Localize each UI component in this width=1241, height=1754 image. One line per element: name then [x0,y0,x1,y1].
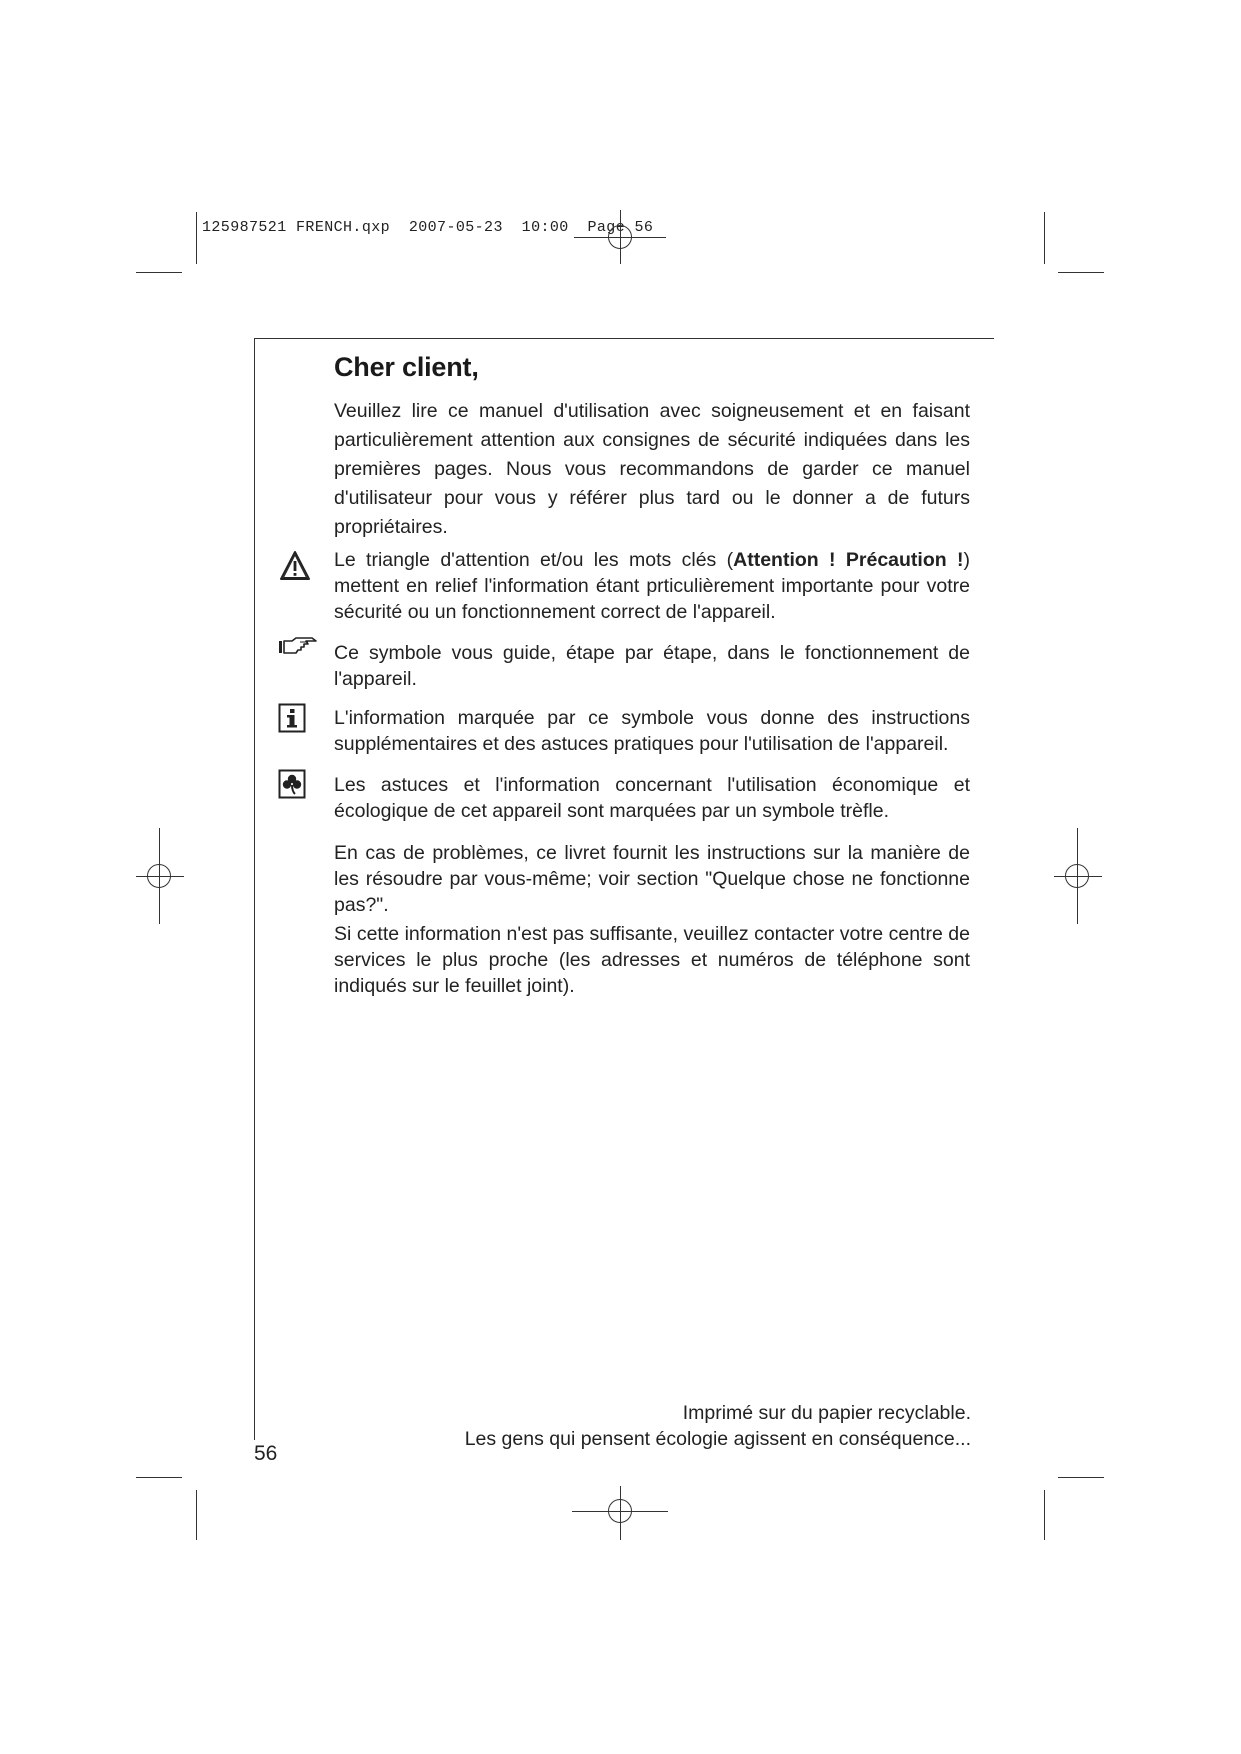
recycle-note-line-1: Imprimé sur du papier recyclable. [682,1402,971,1424]
crop-mark-top-left-vertical [196,212,197,264]
registration-mark-top-circle [608,225,632,249]
slug-time: 10:00 [521,219,569,236]
pointing-hand-icon [278,636,318,658]
crop-mark-top-right-horizontal [1058,272,1104,273]
crop-mark-bottom-left-vertical [196,1490,197,1540]
warning-keywords: Attention ! Précaution ! [733,549,964,571]
slug-file: 125987521 FRENCH.qxp [202,219,391,236]
contact-paragraph: Si cette information n'est pas suffisante, veuillez contacter votre centre de services le plus proche (les adresses et numéros de téléphone sont indiqués sur le feuillet joint). [334,923,970,997]
info-icon [278,703,306,733]
crop-mark-bottom-left-horizontal [136,1477,182,1478]
page-frame-left-rule [254,338,255,1440]
warning-triangle-icon [278,549,312,583]
warning-paragraph [334,547,970,625]
slug-date: 2007-05-23 [408,219,503,236]
eco-paragraph: Les astuces et l'information concernant l'utilisation économique et écologique de cet appareil sont marquées par un symbole trèfle. [334,774,970,822]
registration-mark-bottom-circle [608,1499,632,1523]
problems-paragraph: En cas de problèmes, ce livret fournit les instructions sur la manière de les résoudre par vous-même; voir section "Quelque chose ne fonctionne pas?". [334,842,970,916]
slug-page: Page 56 [587,219,654,236]
clover-icon [278,769,306,799]
intro-paragraph: Veuillez lire ce manuel d'utilisation avec soigneusement et en faisant particulièrement attention aux consignes de sécurité indiquées dans les premières pages. Nous vous recommandons de garder ce manuel d'utilisateur pour vous y référer plus tard ou le donner a de futurs propriétaires. [334,400,970,538]
warning-text-start: Le triangle d'attention et/ou les mots clés ( [334,549,734,571]
crop-mark-bottom-right-horizontal [1058,1477,1104,1478]
page-title: Cher client, [334,352,479,382]
recycle-note [465,1400,971,1452]
registration-mark-left-circle [147,864,171,888]
recycle-note-line-2: Les gens qui pensent écologie agissent en conséquence... [464,1428,971,1450]
info-paragraph: L'information marquée par ce symbole vous donne des instructions supplémentaires et des astuces pratiques pour l'utilisation de l'appareil. [334,707,970,755]
page-number: 56 [254,1442,278,1465]
registration-mark-right-circle [1065,864,1089,888]
crop-mark-bottom-right-vertical [1044,1490,1045,1540]
printer-slug [202,219,653,236]
warning-text-end: ) mettent en relief l'information étant prticulièrement importante pour votre sécurité ou un fonctionnement correct de l'appareil. [334,549,970,623]
page-frame-top-rule [254,338,994,339]
crop-mark-top-right-vertical [1044,212,1045,264]
crop-mark-top-left-horizontal [136,272,182,273]
guide-paragraph: Ce symbole vous guide, étape par étape, dans le fonctionnement de l'appareil. [334,642,970,690]
